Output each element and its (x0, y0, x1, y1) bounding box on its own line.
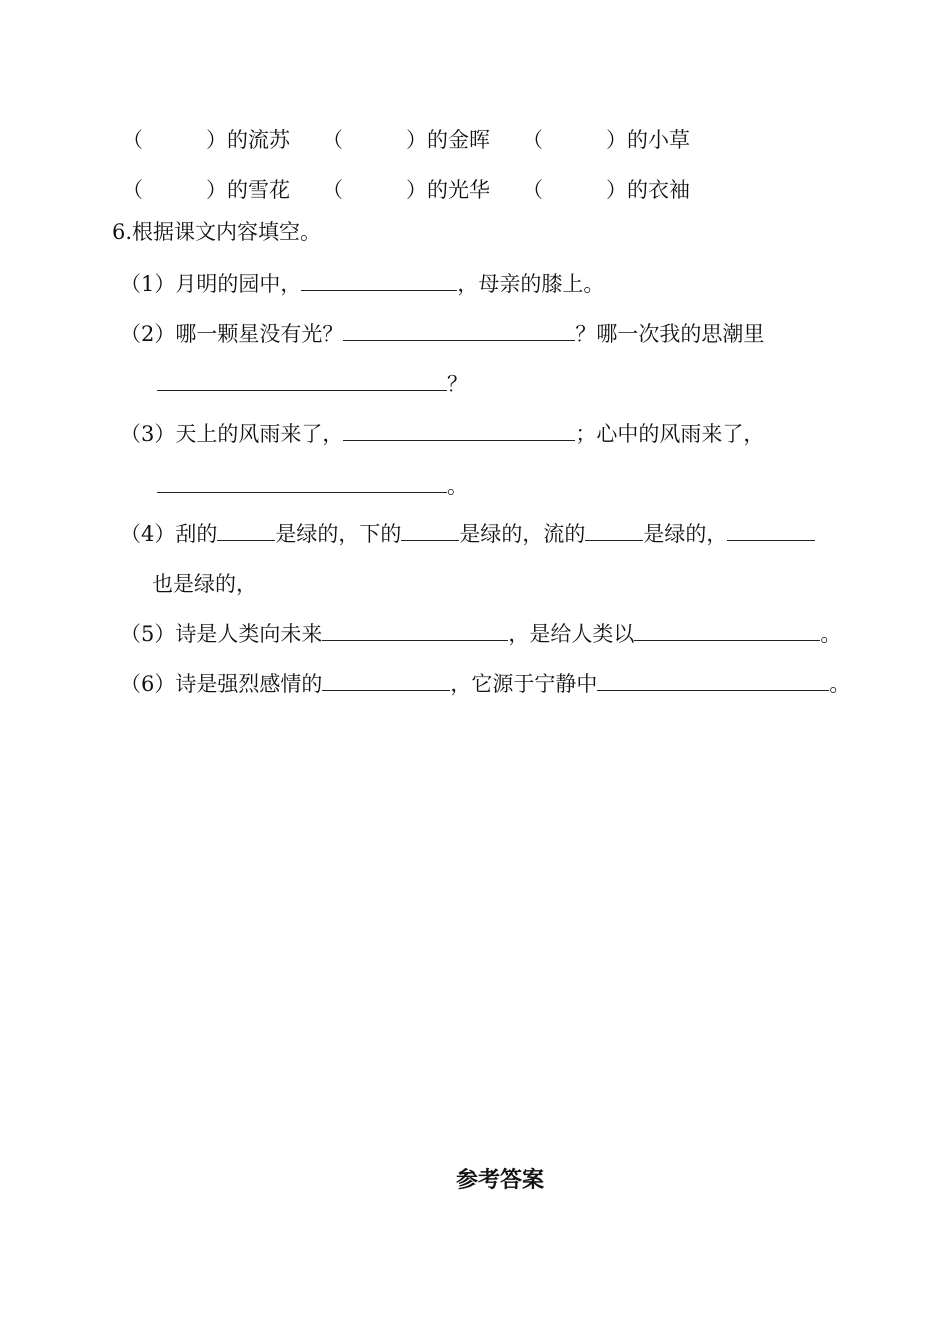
answer-blank[interactable] (597, 670, 829, 691)
text-segment: 月明的园中， (175, 272, 302, 296)
question-6-3 (120, 420, 764, 448)
answer-blank[interactable] (343, 420, 575, 441)
question-6-6 (120, 670, 850, 698)
answer-blank[interactable] (634, 620, 820, 641)
answer-blank[interactable] (401, 520, 459, 541)
text-segment: 是绿的， (643, 522, 728, 546)
answer-blank[interactable] (322, 670, 450, 691)
question-6-2 (120, 320, 764, 348)
text-segment: ，是给人类以 (508, 622, 635, 646)
text-segment: ；心中的风雨来了， (575, 422, 765, 446)
answer-blank[interactable] (343, 320, 575, 341)
question-6-5 (120, 620, 841, 648)
item-number: （3） (120, 422, 176, 446)
fill-item-xiaocao: （ ）的小草 (522, 128, 690, 152)
fill-item-guanghua: （ ）的光华 (322, 178, 490, 202)
question-6-4-cont: 也是绿的， (152, 572, 257, 596)
fill-item-yixiu: （ ）的衣袖 (522, 178, 690, 202)
question-6-4 (120, 520, 815, 548)
question-6-3-cont (157, 472, 468, 500)
text-segment: ，它源于宁静中 (450, 672, 598, 696)
answer-blank[interactable] (585, 520, 643, 541)
text-segment: 。 (829, 672, 851, 696)
text-segment: 。 (820, 622, 842, 646)
answer-blank[interactable] (301, 270, 457, 291)
answer-blank[interactable] (217, 520, 275, 541)
text-segment: 诗是强烈感情的 (175, 672, 323, 696)
text-segment: ？ (447, 372, 468, 396)
item-number: （6） (120, 672, 176, 696)
item-number: （4） (120, 522, 176, 546)
answer-blank[interactable] (157, 370, 447, 391)
item-number: （5） (120, 622, 176, 646)
item-number: （1） (120, 272, 176, 296)
text-segment: ，母亲的膝上。 (457, 272, 605, 296)
text-segment: 诗是人类向未来 (175, 622, 323, 646)
fill-item-liusu: （ ）的流苏 (122, 128, 290, 152)
text-segment: 。 (447, 474, 468, 498)
text-segment: 是绿的，下的 (275, 522, 402, 546)
text-segment: ？哪一次我的思潮里 (575, 322, 765, 346)
answer-blank[interactable] (157, 472, 447, 493)
question-6-2-cont (157, 370, 468, 398)
text-segment: 天上的风雨来了， (175, 422, 344, 446)
item-number: （2） (120, 322, 176, 346)
answer-key-title: 参考答案 (456, 1167, 545, 1193)
text-segment: 刮的 (175, 522, 218, 546)
question-6-heading: 6.根据课文内容填空。 (112, 220, 322, 244)
answer-blank[interactable] (727, 520, 815, 541)
fill-item-jinhui: （ ）的金晖 (322, 128, 490, 152)
question-6-1 (120, 270, 604, 298)
fill-item-xuehua: （ ）的雪花 (122, 178, 290, 202)
text-segment: 哪一颗星没有光？ (175, 322, 344, 346)
answer-blank[interactable] (322, 620, 508, 641)
text-segment: 是绿的，流的 (459, 522, 586, 546)
